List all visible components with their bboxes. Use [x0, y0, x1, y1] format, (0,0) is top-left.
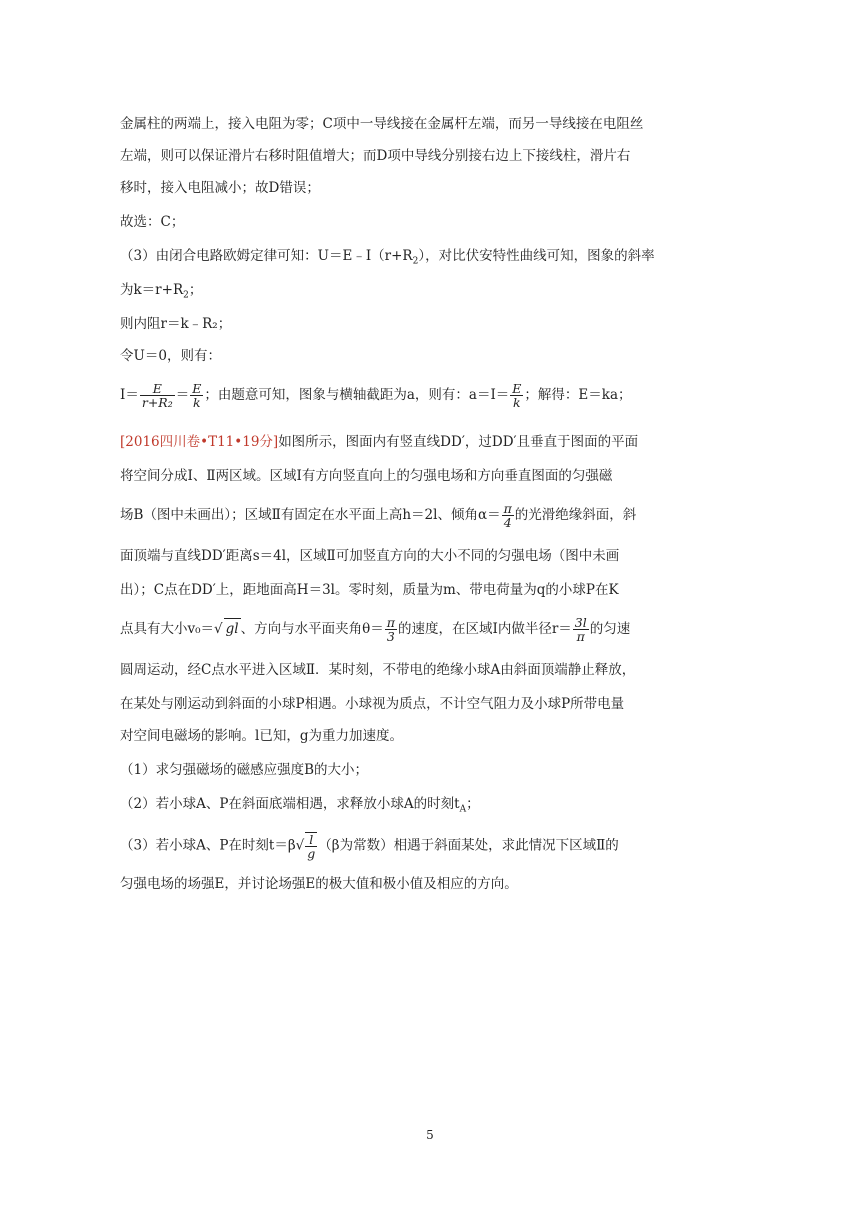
problem-line: 在某处与刚运动到斜面的小球P相遇。小球视为质点，不计空气阻力及小球P所带电量	[120, 696, 625, 712]
text: I＝	[120, 387, 139, 403]
denominator: r+R₂	[141, 395, 173, 410]
problem-line	[120, 502, 636, 529]
text: ；由题意可知，图象与横轴截距为a，则有：a＝I＝	[204, 387, 510, 403]
sqrt-radicand: gl	[224, 618, 241, 639]
fraction	[305, 832, 317, 860]
denominator: k	[513, 395, 521, 410]
solution-line	[120, 246, 655, 272]
question-3	[120, 832, 619, 860]
text: ），对比伏安特性曲线可知，图象的斜率	[418, 248, 655, 264]
problem-line: 将空间分成Ⅰ、Ⅱ两区域。区域Ⅰ有方向竖直向上的匀强电场和方向垂直图面的匀强磁	[120, 468, 613, 484]
text: 的光滑绝缘斜面，斜	[514, 507, 637, 523]
text: ；	[188, 282, 203, 298]
fraction	[385, 616, 397, 643]
solution-line	[120, 280, 202, 306]
text: 、方向与水平面夹角θ＝	[240, 621, 384, 637]
question-2	[120, 794, 480, 820]
fraction	[510, 382, 523, 409]
denominator: π	[576, 629, 585, 644]
problem-source: [2016四川卷•T11•19分]	[120, 434, 279, 450]
subscript: 2	[412, 256, 419, 267]
text: ；解得：E＝ka；	[524, 387, 632, 403]
solution-line: 令U＝0，则有：	[120, 348, 221, 364]
solution-formula-line	[120, 382, 632, 409]
numerator: E	[140, 382, 175, 396]
denominator: 3	[386, 629, 395, 644]
sqrt-symbol: √	[295, 837, 305, 854]
text: （β为常数）相遇于斜面某处，求此情况下区域Ⅱ的	[318, 837, 619, 854]
sqrt-symbol: √	[214, 621, 223, 637]
question-1: （1）求匀强磁场的磁感应强度B的大小；	[120, 762, 369, 778]
text: 为k＝r+R	[120, 282, 184, 298]
text: 如图所示，图面内有竖直线DD′，过DD′且垂直于图面的平面	[278, 434, 639, 450]
page-number: 5	[426, 1128, 434, 1142]
numerator: E	[512, 381, 522, 396]
numerator: π	[503, 501, 512, 516]
fraction	[140, 382, 175, 409]
numerator: l	[305, 833, 317, 847]
text: 的匀速	[589, 621, 631, 637]
question-3-continued: 匀强电场的场强E，并讨论场强E的极大值和极小值及相应的方向。	[120, 876, 518, 892]
solution-line: 金属柱的两端上，接入电阻为零；C项中一导线接在金属杆左端，而另一导线接在电阻丝	[120, 116, 644, 132]
text: 的速度，在区域Ⅰ内做半径r＝	[397, 621, 572, 637]
text: ＝	[175, 387, 190, 403]
text: （3）若小球A、P在时刻t＝β	[120, 837, 296, 854]
solution-line: 移时，接入电阻减小；故D错误；	[120, 180, 320, 196]
solution-line: 左端，则可以保证滑片右移时阻值增大；而D项中导线分别接右边上下接线柱，滑片右	[120, 148, 631, 164]
fraction	[502, 502, 514, 529]
text: ；	[466, 796, 480, 812]
fraction	[573, 616, 589, 643]
problem-line	[120, 432, 638, 452]
answer-choice: 故选：C；	[120, 214, 185, 230]
denominator: k	[192, 395, 201, 410]
text: （2）若小球A、P在斜面底端相遇，求释放小球A的时刻t	[120, 796, 460, 812]
numerator: E	[192, 381, 202, 396]
problem-line: 面顶端与直线DD′距离s＝4l，区域Ⅱ可加竖直方向的大小不同的匀强电场（图中未画	[120, 548, 620, 564]
solution-line: 则内阻r＝k﹣R₂；	[120, 316, 232, 332]
subscript: A	[459, 804, 467, 815]
problem-line	[120, 616, 630, 643]
denominator: g	[307, 846, 316, 861]
text: 场B（图中未画出）；区域Ⅱ有固定在水平面上高h＝2l、倾角α＝	[120, 507, 501, 523]
denominator: 4	[503, 515, 512, 530]
text: （3）由闭合电路欧姆定律可知：U＝E﹣I（r+R	[120, 248, 413, 264]
text: 点具有大小v₀＝	[120, 621, 215, 637]
problem-line: 对空间电磁场的影响。l已知，g为重力加速度。	[120, 728, 403, 744]
numerator: 3l	[574, 615, 587, 630]
subscript: 2	[183, 290, 189, 301]
numerator: π	[386, 615, 395, 630]
fraction	[190, 382, 203, 409]
problem-line: 圆周运动，经C点水平进入区域Ⅱ．某时刻，不带电的绝缘小球A由斜面顶端静止释放，	[120, 662, 636, 678]
problem-line: 出）；C点在DD′上，距地面高H＝3l。零时刻，质量为m、带电荷量为q的小球P在K	[120, 582, 619, 598]
